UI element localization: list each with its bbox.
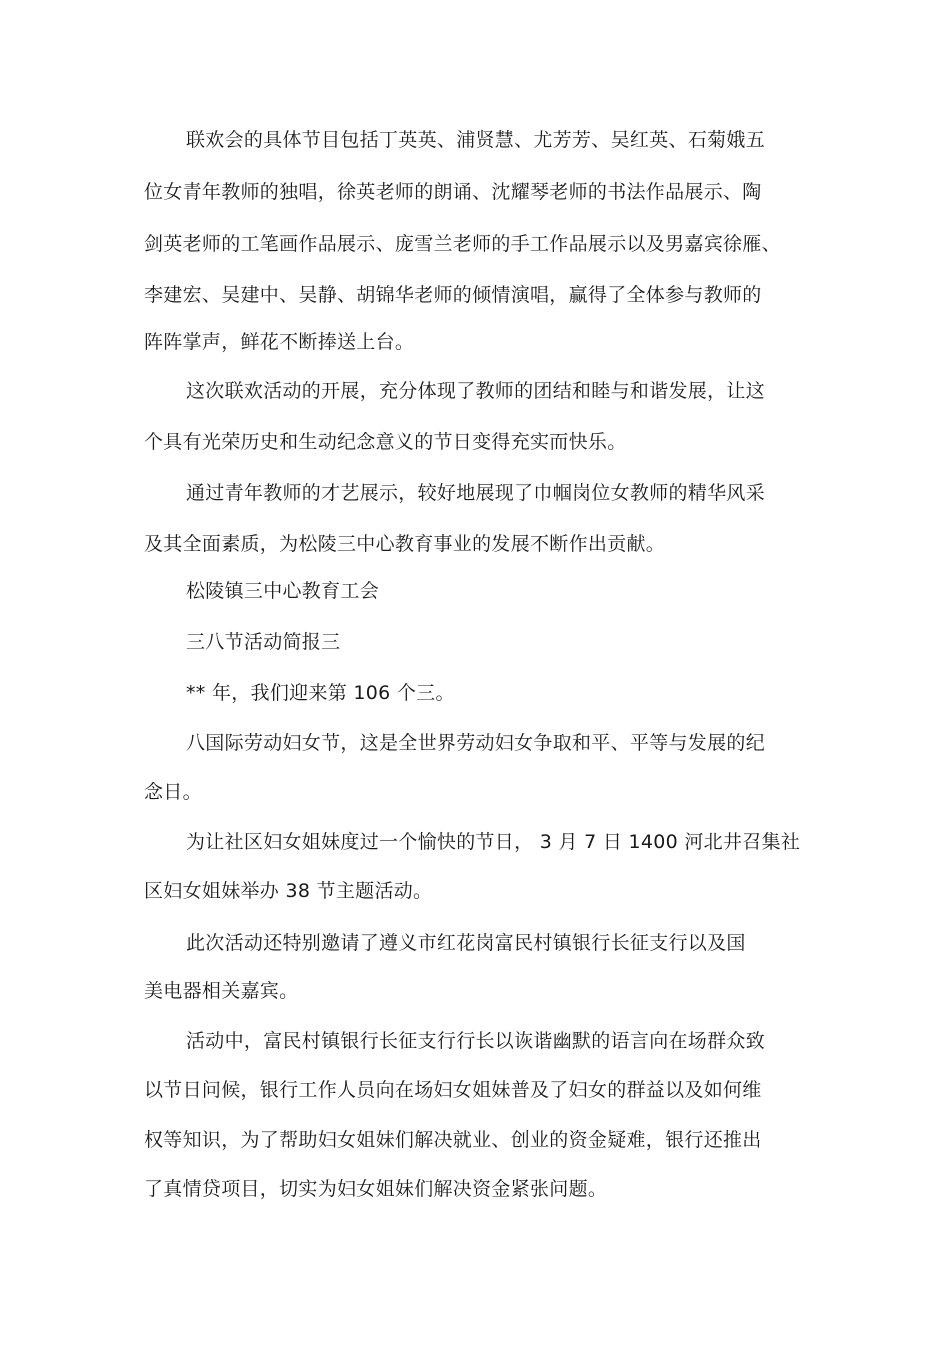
paragraph-line: 李建宏、吴建中、吴静、胡锦华老师的倾情演唱，赢得了全体参与教师的 xyxy=(144,284,762,306)
paragraph-line: 活动中，富民村镇银行长征支行行长以诙谐幽默的语言向在场群众致 xyxy=(186,1030,766,1052)
section-title: 三八节活动简报三 xyxy=(186,631,341,653)
paragraph-line: 联欢会的具体节目包括丁英英、浦贤慧、尤芳芳、吴红英、石菊娥五 xyxy=(186,129,766,151)
paragraph-line: 念日。 xyxy=(144,781,202,803)
paragraph-line: 了真情贷项目，切实为妇女姐妹们解决资金紧张问题。 xyxy=(144,1178,608,1200)
paragraph-line: 权等知识，为了帮助妇女姐妹们解决就业、创业的资金疑难，银行还推出 xyxy=(144,1129,762,1151)
paragraph-line: 为让社区妇女姐妹度过一个愉快的节日， 3 月 7 日 1400 河北井召集社 xyxy=(186,831,801,853)
paragraph-line: 阵阵掌声，鲜花不断捧送上台。 xyxy=(144,331,415,353)
paragraph-line: 八国际劳动妇女节，这是全世界劳动妇女争取和平、平等与发展的纪 xyxy=(186,732,766,754)
paragraph-line: 通过青年教师的才艺展示，较好地展现了巾帼岗位女教师的精华风采 xyxy=(186,482,766,504)
paragraph-line: 区妇女姐妹举办 38 节主题活动。 xyxy=(144,880,433,902)
paragraph-line: 剑英老师的工笔画作品展示、庞雪兰老师的手工作品展示以及男嘉宾徐雁、 xyxy=(144,233,781,255)
paragraph-line: 个具有光荣历史和生动纪念意义的节日变得充实而快乐。 xyxy=(144,431,627,453)
signature-line: 松陵镇三中心教育工会 xyxy=(186,580,380,602)
paragraph-line: 位女青年教师的独唱，徐英老师的朗诵、沈耀琴老师的书法作品展示、陶 xyxy=(144,181,762,203)
paragraph-line: 及其全面素质，为松陵三中心教育事业的发展不断作出贡献。 xyxy=(144,533,666,555)
paragraph-line: ** 年，我们迎来第 106 个三。 xyxy=(186,682,455,704)
paragraph-line: 此次活动还特别邀请了遵义市红花岗富民村镇银行长征支行以及国 xyxy=(186,932,746,954)
paragraph-line: 美电器相关嘉宾。 xyxy=(144,980,299,1002)
paragraph-line: 这次联欢活动的开展，充分体现了教师的团结和睦与和谐发展，让这 xyxy=(186,380,766,402)
paragraph-line: 以节日问候，银行工作人员向在场妇女姐妹普及了妇女的群益以及如何维 xyxy=(144,1079,762,1101)
